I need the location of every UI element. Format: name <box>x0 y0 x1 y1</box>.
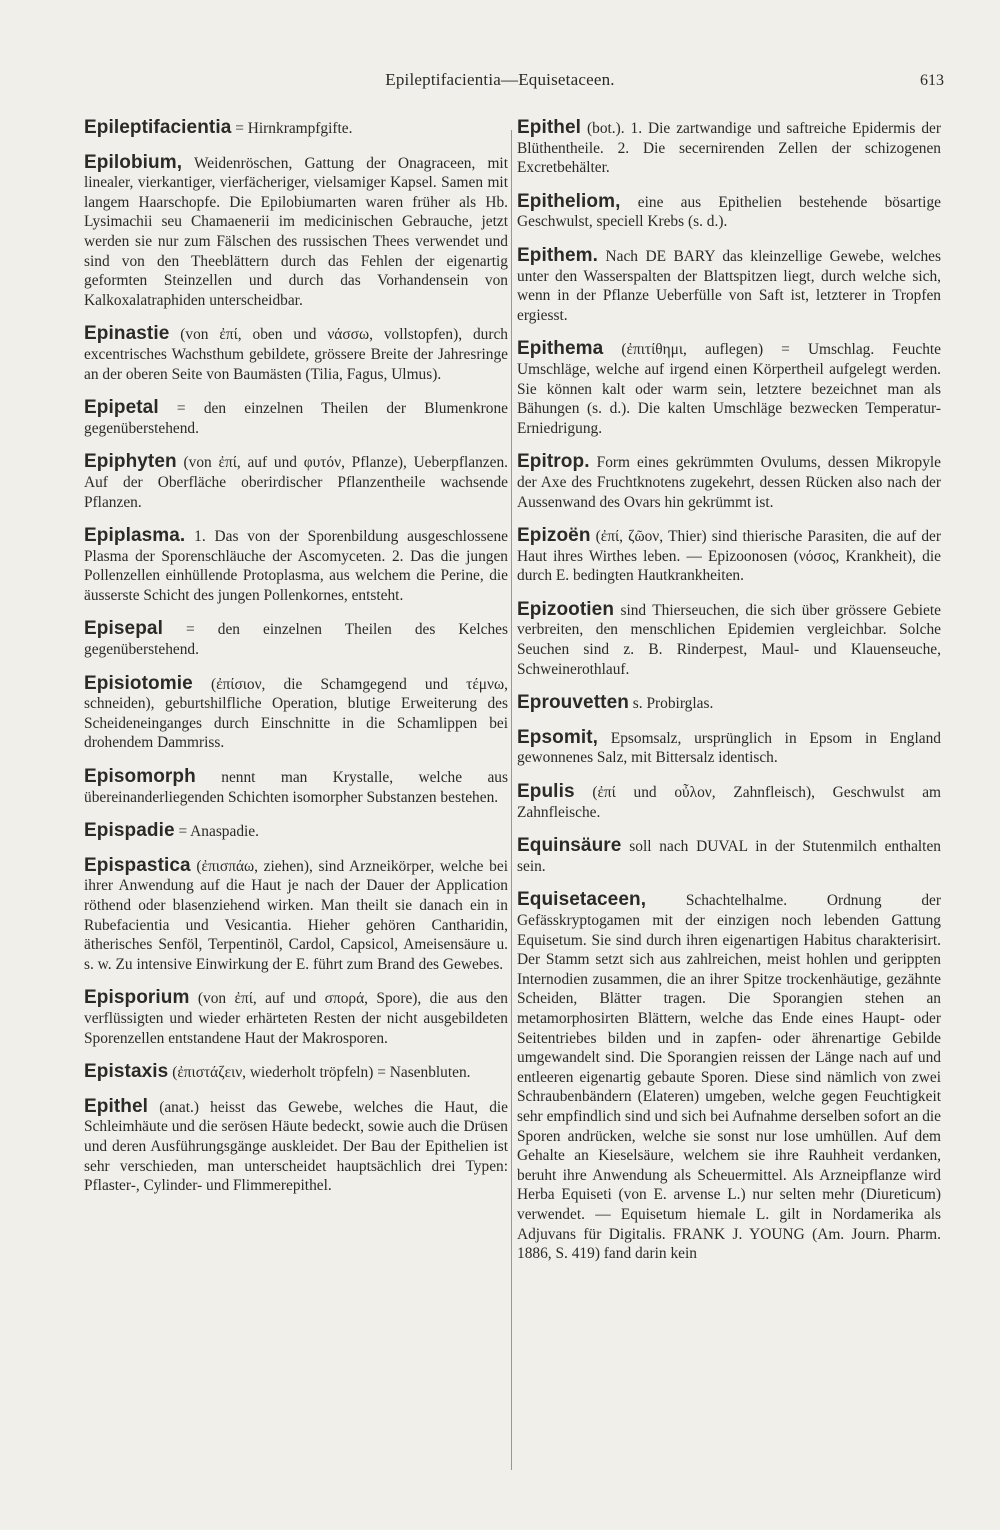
definition: = den einzelnen Theilen des Kelches gegenüberstehend. <box>84 621 508 659</box>
headword: Equinsäure <box>517 835 622 857</box>
entry <box>517 526 941 586</box>
definition: Schachtelhalme. Ordnung der Gefässkryptogamen mit der einzigen noch lebenden Gattung Equisetum. Sie sind durch ihren eigenartigen Habitus charakterisirt. Der Stamm setzt sich aus zahlreichen, meist hohlen und gerippten Internodien zusammen, die an ihrer Spitze trockenhäutige, gezähnte Scheiden, Blätter tragen. Die Sporangien stehen an metamorphosirten Blättern, welche das Ende eines Haupt- oder Seitentriebes bilden und in zapfen- oder ährenartige Gebilde umgewandelt sind. Die Sporangien reissen der Länge nach auf und entleeren eigenartig gebaute Sporen. Diese sind nämlich von zwei Schraubenbändern (Elateren) umgeben, welche gegen Feuchtigkeit sehr empfindlich sind und sich bei Aufnahme derselben sofort an die Sporen andrücken, welche sie sonst nur lose umhüllen. Auf dem Gehalte an Kieselsäure, welchem sie ihre Rauhheit verdanken, beruht ihre Anwendung als Scheuermittel. Als Arzneipflanze wird Herba Equiseti (von E. arvense L.) nur selten mehr (Diureticum) verwendet. — Equisetum hiemale L. gilt in Nordamerika als Adjuvans für Digitalis. FRANK J. YOUNG (Am. Journ. Pharm. 1886, S. 419) fand darin kein <box>517 892 941 1263</box>
entry <box>84 856 508 975</box>
headword: Epithel <box>84 1095 149 1117</box>
entry <box>84 988 508 1048</box>
entry <box>84 324 508 384</box>
headword: Epulis <box>517 781 575 803</box>
headword: Epistaxis <box>84 1061 169 1083</box>
definition: 1. Das von der Sporenbildung ausgeschlossene Plasma der Sporenschläuche der Ascomyceten. 2. Das die jungen Pollenzellen einhüllende Protoplasma, aus welchem die Perine, die äusserste Schicht des jungen Pollenkornes, entsteht. <box>84 528 508 604</box>
entry <box>84 767 508 807</box>
entry <box>517 246 941 325</box>
headword: Eprouvetten <box>517 692 629 714</box>
entry <box>84 821 508 842</box>
headword: Epithem. <box>517 244 599 266</box>
headword: Epiphyten <box>84 451 177 473</box>
entry <box>84 452 508 512</box>
definition: Form eines gekrümmten Ovulums, dessen Mikropyle der Axe des Fruchtknotens zugekehrt, dessen Rücken also nach der Aussenwand des Ovars hin gekrümmt ist. <box>517 454 941 511</box>
entry <box>517 118 941 178</box>
headword: Episiotomie <box>84 672 193 694</box>
entry <box>517 452 941 512</box>
entry <box>84 153 508 311</box>
definition: s. Probirglas. <box>628 695 714 713</box>
entry <box>84 1062 508 1083</box>
definition: (ἐπί, ζῶον, Thier) sind thierische Parasiten, die auf der Haut ihres Wirthes leben. — Epizoonosen (νόσος, Krankheit), die durch E. bedingten Hautkrankheiten. <box>517 528 941 585</box>
entry <box>517 890 941 1263</box>
definition: Nach DE BARY das kleinzellige Gewebe, welches unter den Wasserspalten der Blattspitzen liegt, durch welche sich, wenn in der Pflanze Ueberfülle von Saft ist, letzterer in Tropfen ergiesst. <box>517 247 941 324</box>
definition: (anat.) heisst das Gewebe, welches die Haut, die Schleimhäute und die serösen Häute bedeckt, sowie auch die Drüsen und deren Ausführungsgänge auskleidet. Der Bau der Epithelien ist sehr verschieden, man unterscheidet hauptsächlich drei Typen: Pflaster-, Cylinder- und Flimmerepithel. <box>84 1098 508 1195</box>
definition: Epsomsalz, ursprünglich in Epsom in England gewonnenes Salz, mit Bittersalz identisch. <box>517 729 941 767</box>
definition: (von ἐπί, auf und φυτόν, Pflanze), Ueberpflanzen. Auf der Oberfläche oberirdischer Pflanzentheile wachsende Pflanzen. <box>84 454 508 511</box>
headword: Epitheliom, <box>517 190 621 212</box>
headword: Epizootien <box>517 598 615 620</box>
definition: (ἐπιτίθημι, auflegen) = Umschlag. Feuchte Umschläge, welche auf irgend einen Körpertheil aufgelegt werden. Sie können kalt oder warm sein, letztere bezeichnet man als Bähungen (s. d.). Die kalten Umschläge bezwecken Temperatur-Erniedrigung. <box>517 341 941 437</box>
headword: Epileptifacientia <box>84 117 232 138</box>
entry <box>517 339 941 438</box>
definition: = Hirnkrampfgifte. <box>231 120 353 137</box>
left-column <box>84 118 508 1210</box>
entry <box>84 118 508 139</box>
definition: (von ἐπί, oben und νάσσω, vollstopfen), durch excentrisches Wachsthum gebildete, grössere Breite der Jahresringe an der oberen Seite von Baumästen (Tilia, Fagus, Ulmus). <box>84 326 508 383</box>
entry <box>517 693 941 714</box>
definition: (ἐπί und οὖλον, Zahnfleisch), Geschwulst am Zahnfleische. <box>517 784 941 821</box>
definition: nennt man Krystalle, welche aus übereinanderliegenden Schichten isomorpher Substanzen bestehen. <box>84 769 508 806</box>
headword: Epinastie <box>84 323 170 345</box>
definition: = Anaspadie. <box>174 823 259 841</box>
headword: Epithema <box>517 338 604 360</box>
definition: (von ἐπί, auf und σπορά, Spore), die aus den verflüssigten und wieder erhärteten Resten der nicht ausgebildeten Sporenzellen entstandene Haut der Makrosporen. <box>84 990 508 1047</box>
entry <box>84 619 508 659</box>
definition: (bot.). 1. Die zartwandige und saftreiche Epidermis der Blüthentheile. 2. Die secernirenden Zellen der schizogenen Excretbehälter. <box>517 120 941 177</box>
headword: Equisetaceen, <box>517 889 647 911</box>
headword: Epithel <box>517 117 582 138</box>
definition: (ἐπισπάω, ziehen), sind Arzneikörper, welche bei ihrer Anwendung auf die Haut je nach der Dauer der Application röthend oder blasenziehend wirken. Man theilt sie danach ein in Rubefacientia und Vesicantia. Hieher gehören Cantharidin, ätherisches Senföl, Terpentinöl, Cardol, Capsicol, Ameisensäure u. s. w. Zu intensive Einwirkung der E. führt zum Brand des Gewebes. <box>84 857 508 973</box>
page-number: 613 <box>920 72 944 89</box>
definition: (ἐπιστάζειν, wiederholt tröpfeln) = Nasenbluten. <box>168 1064 471 1082</box>
headword: Epitrop. <box>517 451 590 473</box>
headword: Epilobium, <box>84 151 183 173</box>
entry <box>517 728 941 768</box>
headword: Epispadie <box>84 820 175 842</box>
entry <box>84 674 508 753</box>
headword: Epsomit, <box>517 726 599 748</box>
definition: sind Thierseuchen, die sich über grössere Gebiete verbreiten, den menschlichen Epidemien vergleichbar. Solche Seuchen sind z. B. Rinderpest, Maul- und Klauenseuche, Schweinerothlauf. <box>517 601 941 678</box>
headword: Episomorph <box>84 766 196 788</box>
definition: eine aus Epithelien bestehende bösartige Geschwulst, speciell Krebs (s. d.). <box>517 193 941 231</box>
running-head: Epileptifacientia—Equisetaceen. <box>385 70 615 89</box>
entry <box>84 1097 508 1196</box>
headword: Epizoën <box>517 525 591 547</box>
entry <box>517 192 941 232</box>
definition: (ἐπίσιον, die Schamgegend und τέμνω, schneiden), geburtshilfliche Operation, blutige Erweiterung des Scheideneinganges durch Einschnitte in die Schamlippen bei drohendem Dammriss. <box>84 675 508 752</box>
definition: = den einzelnen Theilen der Blumenkrone gegenüberstehend. <box>84 400 508 437</box>
right-column <box>517 118 941 1278</box>
headword: Epipetal <box>84 397 159 419</box>
column-divider <box>511 130 512 1470</box>
headword: Epispastica <box>84 854 191 876</box>
entry <box>84 526 508 605</box>
entry <box>517 782 941 822</box>
headword: Episporium <box>84 987 190 1009</box>
definition: Weidenröschen, Gattung der Onagraceen, mit linealer, vierkantiger, vierfächeriger, vielsamiger Kapsel. Samen mit langem Haarschopfe. Die Epilobiumarten waren früher als Hb. Lysimachii seu Chamaenerii im medicinischen Gebrauche, jetzt werden sie nur zum Fälschen des russischen Thees verwendet und sind von den Theeblättern durch das Fehlen der eigenartig geformten Steinzellen und durch das Vorhandensein von Kalkoxalatraphiden unterscheidbar. <box>84 154 508 309</box>
entry <box>84 398 508 438</box>
headword: Episepal <box>84 618 163 640</box>
definition: soll nach DUVAL in der Stutenmilch enthalten sein. <box>517 838 941 875</box>
headword: Epiplasma. <box>84 525 186 547</box>
entry <box>517 836 941 876</box>
entry <box>517 600 941 679</box>
